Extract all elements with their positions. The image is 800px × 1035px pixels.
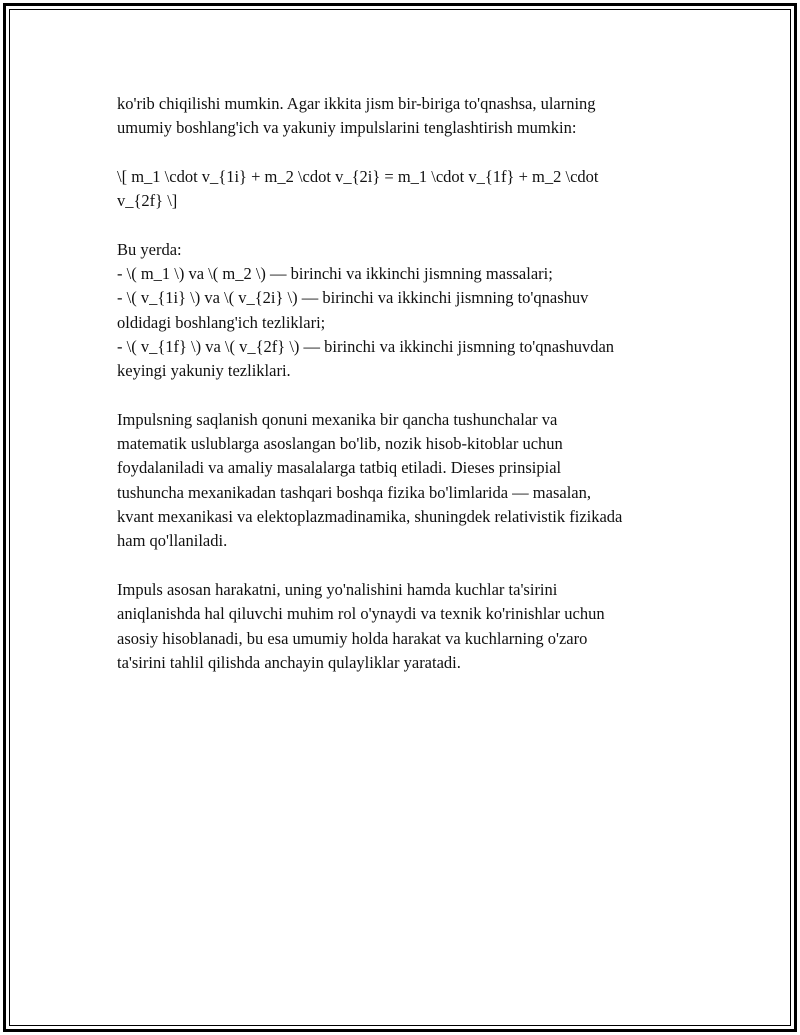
paragraph-gap: [117, 213, 697, 237]
text-line: ko'rib chiqilishi mumkin. Agar ikkita jism bir-biriga to'qnashsa, ularning: [117, 94, 596, 113]
text-line: ta'sirini tahlil qilishda anchayin qulayliklar yaratadi.: [117, 652, 461, 672]
text-line: foydalaniladi va amaliy masalalarga tatbiq etiladi. Dieses prinsipial: [117, 458, 562, 478]
text-line: kvant mexanikasi va elektoplazmadinamika, shuningdek relativistik fizikada: [117, 507, 623, 527]
text-line: Impulsning saqlanish qonuni mexanika bir qancha tushunchalar va: [117, 409, 558, 429]
text-line: ham qo'llaniladi.: [117, 531, 228, 551]
list-item: - \( v_{1i} \) va \( v_{2i} \) — birinchi va ikkinchi jismning to'qnashuv: [117, 288, 589, 308]
text-line: Impuls asosan harakatni, uning yo'nalishini hamda kuchlar ta'sirini: [117, 579, 558, 599]
equation-line: \[ m_1 \cdot v_{1i} + m_2 \cdot v_{2i} = m_1 \cdot v_{1f} + m_2 \cdot: [117, 166, 599, 186]
list-item: - \( v_{1f} \) va \( v_{2f} \) — birinchi va ikkinchi jismning to'qnashuvdan: [117, 336, 615, 356]
text-line: umumiy boshlang'ich va yakuniy impulslarini tenglashtirish mumkin:: [117, 118, 577, 138]
text-line: tushuncha mexanikadan tashqari boshqa fizika bo'limlarida — masalan,: [117, 482, 591, 502]
text-line: matematik uslublarga asoslangan bo'lib, nozik hisob-kitoblar uchun: [117, 434, 563, 454]
paragraph-gap: [117, 384, 697, 408]
paragraph-gap: [117, 554, 697, 578]
list-item: keyingi yakuniy tezliklari.: [117, 361, 291, 381]
list-item: oldidagi boshlang'ich tezliklari;: [117, 312, 326, 332]
paragraph-gap: [117, 141, 697, 165]
text-line: asosiy hisoblanadi, bu esa umumiy holda harakat va kuchlarning o'zaro: [117, 628, 588, 648]
text-line: aniqlanishda hal qiluvchi muhim rol o'ynaydi va texnik ko'rinishlar uchun: [117, 604, 605, 624]
document-body: [117, 92, 697, 675]
list-item: - \( m_1 \) va \( m_2 \) — birinchi va ikkinchi jismning massalari;: [117, 264, 553, 284]
text-line: Bu yerda:: [117, 239, 182, 259]
equation-line: v_{2f} \]: [117, 191, 178, 211]
